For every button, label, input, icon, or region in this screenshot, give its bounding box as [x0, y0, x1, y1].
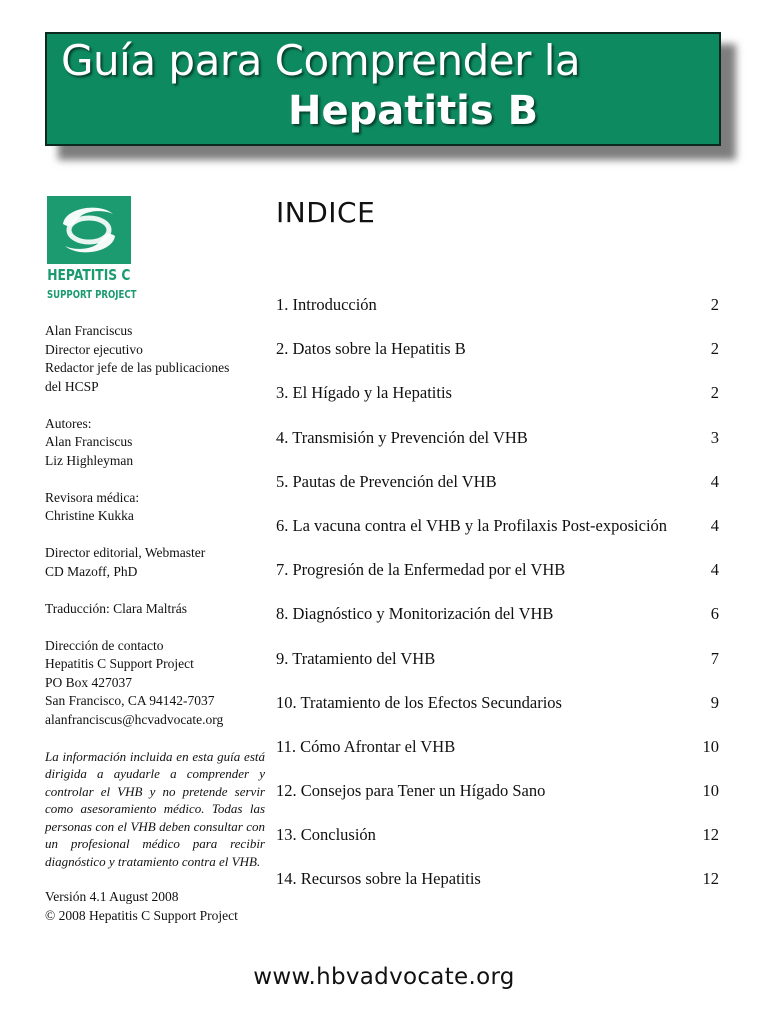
- contact-email: alanfranciscus@hcvadvocate.org: [45, 711, 224, 727]
- credit-line: del HCSP: [45, 378, 99, 394]
- toc-label: 10. Tratamiento de los Efectos Secundarios: [276, 692, 562, 712]
- translation-block: [45, 600, 265, 619]
- footer-website: www.hbvadvocate.org: [253, 964, 515, 990]
- medical-reviewer-block: [45, 489, 265, 526]
- toc-label: 5. Pautas de Prevención del VHB: [276, 471, 497, 491]
- logo-swirl-icon: [47, 196, 131, 264]
- toc-page: 12: [702, 869, 719, 889]
- toc-row: [276, 472, 719, 516]
- toc-page: 4: [710, 515, 719, 535]
- logo-text-1: HEPATITIS C: [47, 266, 131, 284]
- toc-row: [276, 516, 719, 560]
- toc-label: 12. Consejos para Tener un Hígado Sano: [276, 781, 546, 801]
- credit-line: Redactor jefe de las publicaciones: [45, 360, 230, 375]
- credit-line: PO Box 427037: [45, 674, 133, 690]
- contact-block: [45, 637, 265, 730]
- authors-block: [45, 415, 265, 471]
- toc-label: 13. Conclusión: [276, 825, 376, 845]
- credits-column: [45, 322, 265, 944]
- toc-page: 2: [710, 295, 719, 314]
- title-banner: [45, 32, 721, 146]
- toc-label: 2. Datos sobre la Hepatitis B: [276, 339, 466, 359]
- toc-label: 7. Progresión de la Enfermedad por el VHB: [276, 560, 566, 580]
- toc-row: [276, 825, 719, 869]
- toc-label: 14. Recursos sobre la Hepatitis: [276, 869, 481, 889]
- toc-row: [276, 383, 719, 427]
- credit-line: Alan Franciscus: [45, 434, 133, 449]
- toc-label: 4. Transmisión y Prevención del VHB: [276, 427, 528, 447]
- toc-row: [276, 737, 719, 781]
- index-heading: INDICE: [276, 196, 376, 229]
- credit-line: Director ejecutivo: [45, 341, 143, 357]
- credit-line: Traducción: Clara Maltrás: [45, 600, 187, 616]
- toc-page: 2: [710, 339, 719, 359]
- toc-row: [276, 693, 719, 737]
- toc-label: 3. El Hígado y la Hepatitis: [276, 383, 452, 403]
- toc-page: 12: [702, 825, 719, 845]
- version-line: Versión 4.1 August 2008: [45, 889, 179, 904]
- toc-label: 9. Tratamiento del VHB: [276, 648, 436, 668]
- credit-line: San Francisco, CA 94142-7037: [45, 693, 215, 708]
- credit-line: Dirección de contacto: [45, 637, 164, 653]
- copyright-line: © 2008 Hepatitis C Support Project: [45, 907, 238, 923]
- disclaimer-text: La información incluida en esta guía está dirigida a ayudarle a comprender y controlar el VHB y no pretende servir como asesoramiento médico. Todas las personas con el VHB deben consultar con un profesional médico para recibir diagnóstico y tratamiento contra el VHB.: [45, 748, 265, 869]
- toc-page: 10: [702, 781, 719, 801]
- toc-row: [276, 339, 719, 383]
- toc-page: 6: [710, 604, 719, 624]
- toc-page: 10: [702, 736, 719, 756]
- toc-row: [276, 295, 719, 339]
- title-line-1: Guía para Comprender la: [61, 36, 581, 85]
- toc-label: 11. Cómo Afrontar el VHB: [276, 736, 456, 756]
- toc-row: [276, 604, 719, 648]
- toc-label: 6. La vacuna contra el VHB y la Profilaxis Post-exposición: [276, 515, 668, 535]
- table-of-contents: [276, 295, 719, 914]
- editorial-block: [45, 544, 265, 581]
- toc-page: 2: [710, 383, 719, 403]
- logo-text-2: SUPPORT PROJECT: [47, 288, 137, 301]
- credit-line: Autores:: [45, 415, 92, 431]
- toc-row: [276, 869, 719, 913]
- credit-line: Revisora médica:: [45, 489, 140, 505]
- toc-row: [276, 428, 719, 472]
- toc-page: 9: [710, 692, 719, 712]
- credit-line: Hepatitis C Support Project: [45, 656, 194, 671]
- toc-page: 4: [710, 560, 719, 580]
- credit-line: Alan Franciscus: [45, 323, 133, 338]
- toc-row: [276, 560, 719, 604]
- credit-line: Christine Kukka: [45, 508, 134, 523]
- title-line-2: Hepatitis B: [288, 88, 539, 134]
- version-block: [45, 888, 265, 925]
- toc-row: [276, 649, 719, 693]
- toc-page: 7: [710, 648, 719, 668]
- toc-label: 1. Introducción: [276, 295, 377, 314]
- credit-line: Director editorial, Webmaster: [45, 545, 206, 560]
- hcsp-logo: [47, 196, 137, 310]
- toc-page: 4: [710, 471, 719, 491]
- toc-row: [276, 781, 719, 825]
- credit-line: Liz Highleyman: [45, 452, 134, 468]
- toc-page: 3: [710, 427, 719, 447]
- credit-line: CD Mazoff, PhD: [45, 563, 138, 579]
- toc-label: 8. Diagnóstico y Monitorización del VHB: [276, 604, 554, 624]
- director-block: [45, 322, 265, 396]
